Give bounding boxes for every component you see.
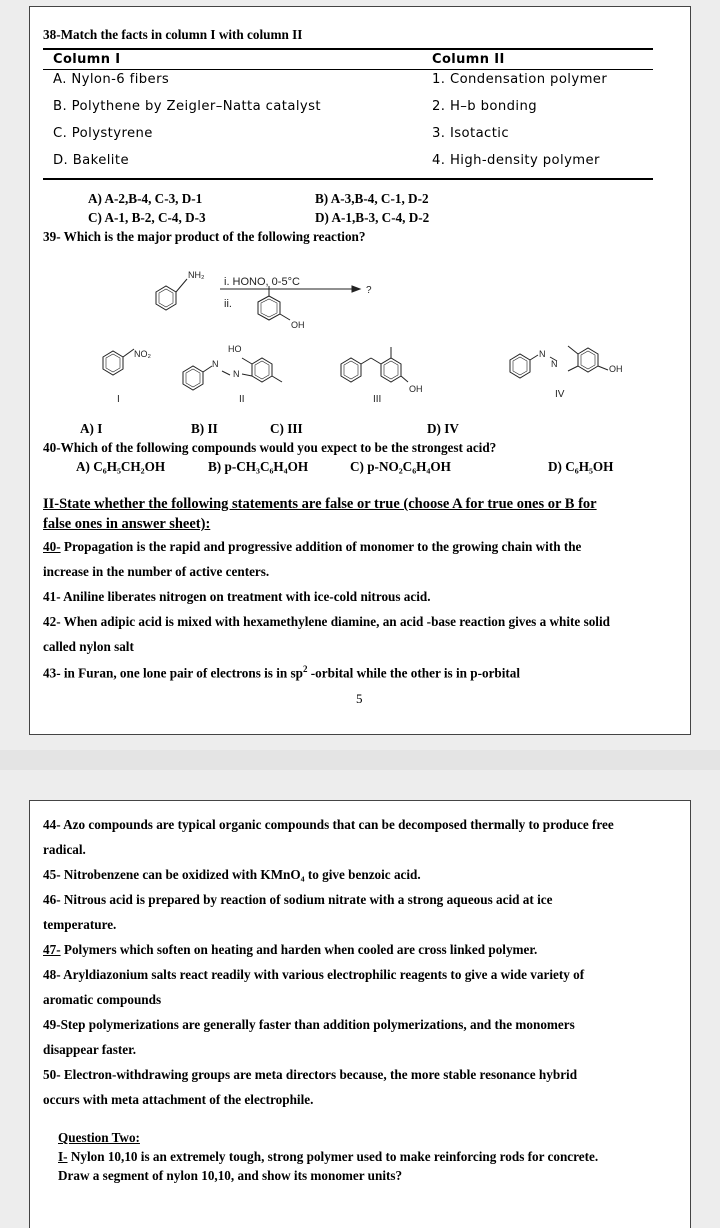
statement-50-line2: occurs with meta attachment of the electrophile. <box>43 1092 314 1107</box>
iv-n2-label: N <box>551 359 558 369</box>
statement-49-line2: disappear faster. <box>43 1042 137 1057</box>
label-i: I <box>117 394 120 405</box>
no2-label: NO₂ <box>134 349 151 359</box>
q40-option-d: D) C₆H₅OH <box>548 459 614 474</box>
label-iv: IV <box>555 389 565 400</box>
q38-option-c: C) A-1, B-2, C-4, D-3 <box>88 210 206 225</box>
section2-heading-line1: II-State whether the following statements are false or true (choose A for true ones or B for <box>43 496 597 512</box>
q39-option-b: B) II <box>191 421 218 436</box>
exam-page-5 <box>29 6 691 735</box>
statement-50-line1: 50- Electron-withdrawing groups are meta directors because, the more stable resonance hybrid <box>43 1067 578 1082</box>
row-c-right: 3. Isotactic <box>432 126 509 141</box>
row-a-left: A. Nylon-6 fibers <box>53 72 170 87</box>
q40-option-c: C) p-NO₂C₆H₄OH <box>350 459 451 474</box>
section2-heading-line2: false ones in answer sheet): <box>43 516 211 532</box>
statement-47: 47- Polymers which soften on heating and harden when cooled are cross linked polymer. <box>43 942 538 957</box>
label-ii: II <box>239 394 245 405</box>
page-number: 5 <box>356 691 363 706</box>
q39-option-c: C) III <box>270 421 303 436</box>
q40-option-a: A) C₆H₅CH₂OH <box>76 459 166 474</box>
q38-option-b: B) A-3,B-4, C-1, D-2 <box>315 191 429 206</box>
row-a-right: 1. Condensation polymer <box>432 72 608 87</box>
question-two-heading: Question Two: <box>58 1130 140 1145</box>
statement-46-line1: 46- Nitrous acid is prepared by reaction of sodium nitrate with a strong aqueous acid at ice <box>43 892 553 907</box>
row-c-left: C. Polystyrene <box>53 126 153 141</box>
iv-n1-label: N <box>539 349 546 359</box>
statement-44-line1: 44- Azo compounds are typical organic compounds that can be decomposed thermally to produce free <box>43 817 614 832</box>
q38-option-d: D) A-1,B-3, C-4, D-2 <box>315 210 430 225</box>
statement-43: 43- in Furan, one lone pair of electrons is in $sp^2$ -orbital while the other is in p-orbital <box>43 664 521 681</box>
statement-48-line1: 48- Aryldiazonium salts react readily with various electrophilic reagents to give a wide variety of <box>43 967 585 982</box>
col1-header: Column I <box>53 52 121 67</box>
statement-46-line2: temperature. <box>43 917 117 932</box>
table-bottom-rule <box>43 178 653 180</box>
q38-option-a: A) A-2,B-4, C-3, D-1 <box>88 191 203 206</box>
table-top-rule <box>43 48 653 50</box>
question-two-line1: I- Nylon 10,10 is an extremely tough, strong polymer used to make reinforcing rods for concrete. <box>58 1149 599 1164</box>
statement-44-line2: radical. <box>43 842 86 857</box>
statement-45: 45- Nitrobenzene can be oxidized with KMnO₄ to give benzoic acid. <box>43 867 421 882</box>
q40-option-b: B) p-CH₃C₆H₄OH <box>208 459 309 474</box>
question-two-line2: Draw a segment of nylon 10,10, and show its monomer units? <box>58 1168 403 1183</box>
statement-48-line2: aromatic compounds <box>43 992 162 1007</box>
ii-ho-label: HO <box>228 344 242 354</box>
row-b-right: 2. H–b bonding <box>432 99 538 114</box>
col2-header: Column II <box>432 52 505 67</box>
q39-option-d: D) IV <box>427 421 459 436</box>
ii-n2-label: N <box>233 369 240 379</box>
q39-reaction-scheme <box>30 247 690 407</box>
iii-oh-label: OH <box>409 384 423 394</box>
row-b-left: B. Polythene by Zeigler–Natta catalyst <box>53 99 321 114</box>
label-iii: III <box>373 394 382 405</box>
reagent-oh-label: OH <box>291 320 305 330</box>
q40-title: 40-Which of the following compounds would you expect to be the strongest acid? <box>43 440 497 455</box>
statement-42-line1: 42- When adipic acid is mixed with hexamethylene diamine, an acid -base reaction gives a white solid <box>43 614 610 629</box>
statement-42-line2: called nylon salt <box>43 639 134 654</box>
q38-title: 38-Match the facts in column I with column II <box>43 27 303 42</box>
ii-n1-label: N <box>212 359 219 369</box>
statement-41: 41- Aniline liberates nitrogen on treatment with ice-cold nitrous acid. <box>43 589 431 604</box>
statement-49-line1: 49-Step polymerizations are generally faster than addition polymerizations, and the monomers <box>43 1017 575 1032</box>
statement-40-line2: increase in the number of active centers. <box>43 564 270 579</box>
exam-page-6 <box>29 800 691 1228</box>
row-d-left: D. Bakelite <box>53 153 129 168</box>
reagent-2: ii. <box>224 298 232 310</box>
statement-40-line1: 40- Propagation is the rapid and progressive addition of monomer to the growing chain with the <box>43 539 582 554</box>
reagent-1: i. HONO, 0-5°C <box>224 276 300 288</box>
page-gap <box>0 750 720 770</box>
statement-40-number: 40- <box>43 539 61 554</box>
q39-option-a: A) I <box>80 421 103 436</box>
iv-oh-label: OH <box>609 364 623 374</box>
table-header-rule <box>43 69 653 70</box>
nh2-label: NH₂ <box>188 270 205 280</box>
row-d-right: 4. High-density polymer <box>432 153 600 168</box>
product-question-mark: ? <box>366 285 372 296</box>
q39-title: 39- Which is the major product of the following reaction? <box>43 229 366 244</box>
